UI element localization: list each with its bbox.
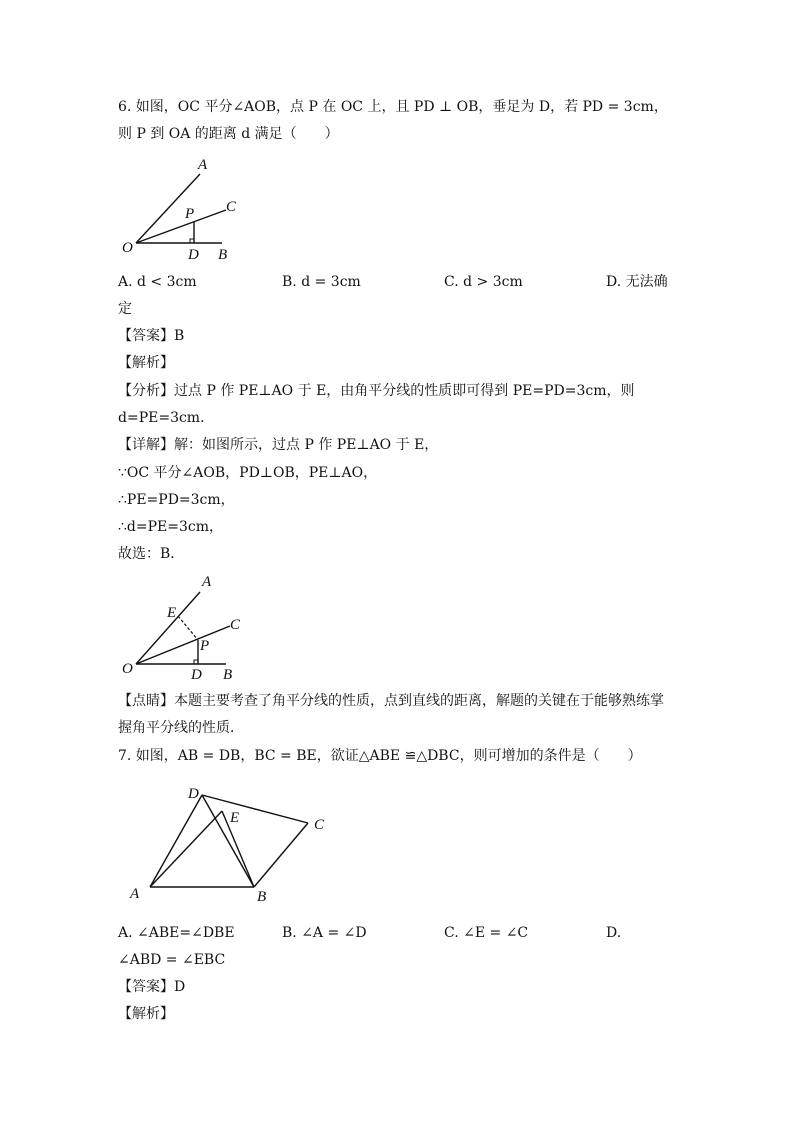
label-c: C <box>314 817 325 833</box>
segment-db <box>202 795 254 887</box>
label-a: A <box>202 574 212 590</box>
label-p: P <box>185 206 195 222</box>
q6-detail-line3: ∴PE=PD=3cm， <box>118 492 235 508</box>
q7-option-d-cont: ∠ABD = ∠EBC <box>118 952 226 968</box>
segment-pe <box>178 616 198 640</box>
q6-option-b: B. d = 3cm <box>282 274 361 290</box>
label-e: E <box>230 810 240 826</box>
label-e: E <box>167 605 177 621</box>
label-d: D <box>188 247 199 263</box>
q6-figure2 <box>118 570 258 685</box>
q6-option-c: C. d > 3cm <box>444 274 523 290</box>
q6-analysis-line1: 【分析】过点 P 作 PE⊥AO 于 E，由角平分线的性质即可得到 PE=PD=3cm，则 <box>118 383 635 399</box>
label-c: C <box>226 199 237 215</box>
label-c: C <box>230 617 241 633</box>
q7-option-b: B. ∠A = ∠D <box>282 925 367 941</box>
q6-analysis-line2: d=PE=3cm． <box>118 410 215 426</box>
q6-option-a: A. d < 3cm <box>118 274 197 290</box>
q6-detail-line1: 【详解】解：如图所示，过点 P 作 PE⊥AO 于 E， <box>118 437 439 453</box>
ray-oa <box>136 592 200 664</box>
q6-answer: 【答案】B <box>118 328 185 344</box>
label-b: B <box>223 667 233 683</box>
label-a: A <box>198 157 208 173</box>
q6-stem-line1: 6. 如图，OC 平分∠AOB，点 P 在 OC 上，且 PD ⊥ OB，垂足为 D，若 PD = 3cm， <box>118 99 668 115</box>
label-d: D <box>191 667 202 683</box>
label-d: D <box>188 786 199 802</box>
label-b: B <box>257 889 267 905</box>
q6-stem-line2: 则 P 到 OA 的距离 d 满足（ ） <box>118 126 339 142</box>
q6-detail-line4: ∴d=PE=3cm， <box>118 519 223 535</box>
ray-oc <box>136 210 226 243</box>
label-p: P <box>200 638 210 654</box>
label-o: O <box>122 240 133 256</box>
label-b: B <box>218 247 228 263</box>
q7-figure <box>118 780 348 910</box>
q7-option-a: A. ∠ABE=∠DBE <box>118 925 235 941</box>
q7-option-d: D. <box>606 925 622 941</box>
segment-bc <box>254 823 308 887</box>
ray-oc <box>136 626 230 664</box>
label-a: A <box>130 886 140 902</box>
q6-option-d-cont: 定 <box>118 301 132 317</box>
q7-answer: 【答案】D <box>118 979 186 995</box>
q6-figure1 <box>118 152 258 267</box>
q6-analysis-header: 【解析】 <box>118 355 174 371</box>
segment-dc <box>202 795 308 823</box>
q6-detail-line5: 故选：B． <box>118 546 185 562</box>
q6-option-d: D. 无法确 <box>606 274 668 290</box>
q6-detail-line2: ∵OC 平分∠AOB，PD⊥OB，PE⊥AO， <box>118 465 378 481</box>
q6-comment-line1: 【点睛】本题主要考查了角平分线的性质，点到直线的距离，解题的关键在于能够熟练掌 <box>118 693 664 709</box>
q6-comment-line2: 握角平分线的性质． <box>118 720 244 736</box>
label-o: O <box>122 661 133 677</box>
q7-analysis-header: 【解析】 <box>118 1006 174 1022</box>
q7-option-c: C. ∠E = ∠C <box>444 925 529 941</box>
q7-stem: 7. 如图，AB = DB，BC = BE，欲证△ABE ≌△DBC，则可增加的条件是（ ） <box>118 748 642 764</box>
